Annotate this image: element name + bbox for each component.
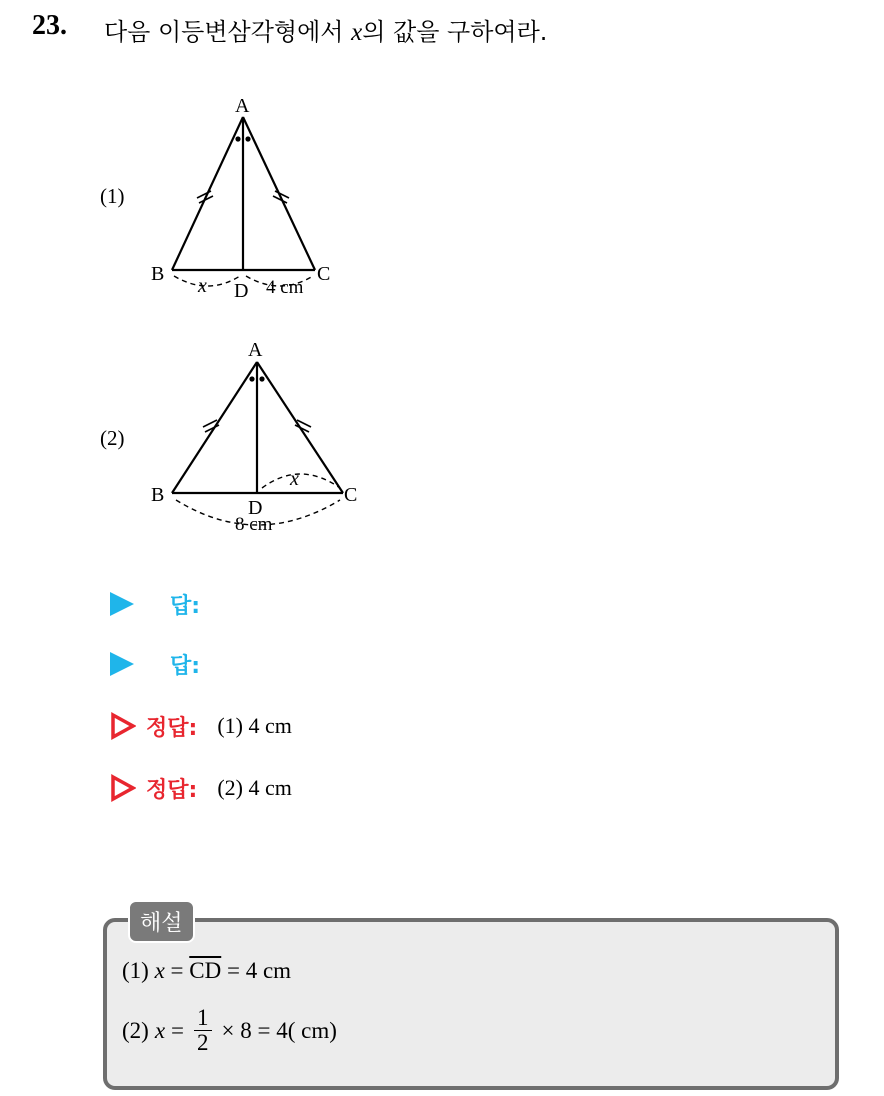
fig2-angle-mark-left xyxy=(249,376,254,381)
fraction-denominator: 2 xyxy=(197,1030,209,1055)
fig2-vertex-d: D xyxy=(248,497,263,519)
question-text-after: 의 값을 구하여라. xyxy=(362,18,548,46)
answer-label-2: 답: xyxy=(170,653,201,679)
figure-1-triangle xyxy=(0,0,884,320)
correct-answer-value-2: (2) 4 cm xyxy=(217,775,292,800)
fig2-measure-dc xyxy=(262,474,340,488)
solution-1-num: (1) xyxy=(122,958,149,983)
solution-1-segment: $\overline{CD}$ xyxy=(189,958,222,983)
fig1-vertex-a: A xyxy=(235,95,250,117)
fig1-vertex-d: D xyxy=(234,280,249,302)
fig1-angle-mark-left xyxy=(235,136,240,141)
fig2-measure-8cm: 8 cm xyxy=(235,514,273,535)
fig1-tick-ac-2 xyxy=(275,191,289,198)
question-variable: x xyxy=(351,19,363,46)
fraction-numerator: 1 xyxy=(194,1006,212,1031)
solution-line-2 xyxy=(122,1006,337,1055)
question-number: 23. xyxy=(32,10,67,41)
play-outline-icon xyxy=(110,774,136,802)
figure-2-label: (2) xyxy=(100,426,125,450)
fig1-vertex-b: B xyxy=(151,263,165,285)
solution-1-var: x xyxy=(154,958,165,983)
answer-label-1: 답: xyxy=(170,593,201,619)
fig1-vertex-c: C xyxy=(317,263,331,285)
correct-answer-label-1: 정답: xyxy=(146,715,198,741)
correct-answer-row-2 xyxy=(110,770,292,806)
answer-row-2 xyxy=(110,646,220,682)
figure-2-triangle xyxy=(0,320,884,550)
play-icon xyxy=(110,652,134,676)
fig2-vertex-c: C xyxy=(344,484,358,506)
answer-row-1 xyxy=(110,586,220,622)
play-icon xyxy=(110,592,134,616)
correct-answer-value-1: (1) 4 cm xyxy=(217,713,292,738)
fig1-tick-ab-2 xyxy=(197,191,211,198)
solution-1-eq: = xyxy=(170,958,184,983)
question-text-before: 다음 이등변삼각형에서 xyxy=(104,18,352,46)
solution-line-1 xyxy=(122,958,291,984)
solution-2-eq: = xyxy=(171,1017,185,1043)
fig1-measure-4cm: 4 cm xyxy=(266,277,304,298)
solution-2-fraction xyxy=(194,1006,212,1055)
fig1-angle-mark-right xyxy=(245,136,250,141)
solution-2-var: x xyxy=(154,1017,166,1043)
fig2-measure-x: x xyxy=(290,468,299,490)
correct-answer-row-1 xyxy=(110,708,292,744)
solution-1-result: = 4 cm xyxy=(226,958,292,983)
solution-box xyxy=(103,918,839,1090)
solution-tag: 해설 xyxy=(128,900,195,943)
fig1-measure-bd xyxy=(174,276,240,286)
fig1-measure-x: x xyxy=(198,275,207,297)
solution-2-num: (2) xyxy=(122,1017,149,1043)
figure-1-label: (1) xyxy=(100,184,125,208)
correct-answer-label-2: 정답: xyxy=(146,777,198,803)
fig2-vertex-b: B xyxy=(151,484,165,506)
solution-2-result: × 8 = 4( cm) xyxy=(221,1017,337,1043)
fig2-angle-mark-right xyxy=(259,376,264,381)
play-outline-icon xyxy=(110,712,136,740)
fig2-vertex-a: A xyxy=(248,339,263,361)
